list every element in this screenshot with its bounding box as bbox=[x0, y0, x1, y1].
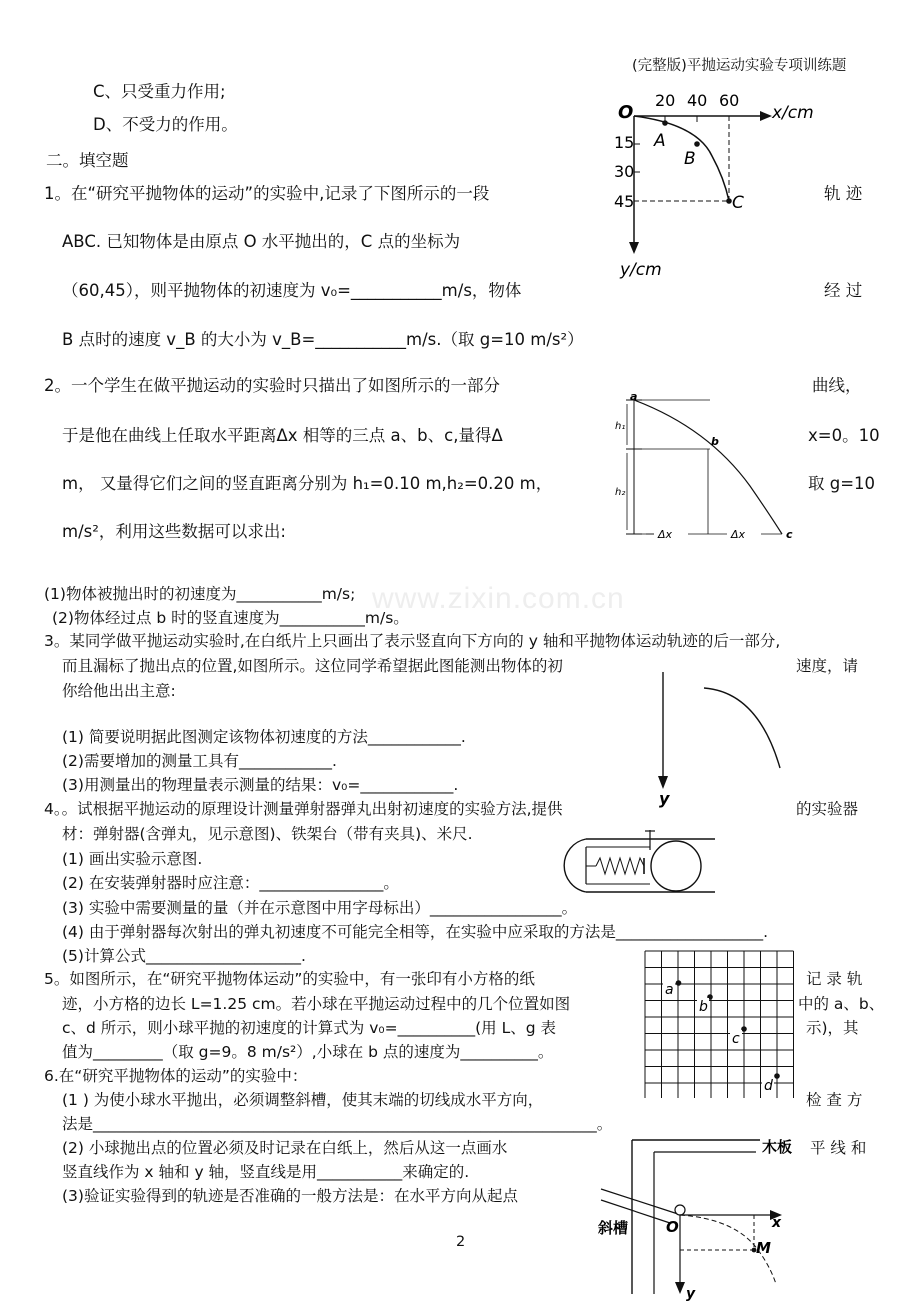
x-axis-label: x/cm bbox=[772, 103, 814, 123]
q6-answer-2-blank: 竖直线作为 x 轴和 y 轴，竖直线是用___________来确定的. bbox=[62, 1163, 470, 1181]
point-a-label: A bbox=[654, 131, 666, 151]
trajectory-figure-1 bbox=[612, 86, 818, 282]
y-axis-label: y bbox=[686, 1286, 696, 1302]
q4-line-1: 4。。试根据平抛运动的原理设计测量弹射器弹丸出射初速度的实验方法,提供 bbox=[44, 800, 563, 818]
q5-line-1-right: 记 录 轨 bbox=[806, 970, 863, 988]
trajectory-figure-2 bbox=[610, 392, 800, 546]
point-c-label: c bbox=[786, 528, 793, 541]
point-a bbox=[676, 980, 682, 986]
y-tick-30: 30 bbox=[614, 162, 635, 181]
point-d bbox=[774, 1073, 780, 1079]
y-tick-15: 15 bbox=[614, 133, 635, 152]
q6-answer-1-right: 检 查 方 bbox=[806, 1091, 863, 1109]
q5-line-2: 迹，小方格的边长 L=1.25 cm。若小球在平抛运动过程中的几个位置如图 bbox=[62, 995, 571, 1013]
board-label: 木板 bbox=[762, 1138, 793, 1156]
q1-line-3-right: 经 过 bbox=[824, 281, 863, 300]
q4-answer-5: (5)计算公式____________________. bbox=[62, 947, 306, 965]
page-header: (完整版)平抛运动实验专项训练题 bbox=[632, 58, 847, 74]
point-a bbox=[662, 120, 668, 126]
q2-line-3: m， 又量得它们之间的竖直距离分别为 h₁=0.10 m,h₂=0.20 m， bbox=[62, 474, 553, 493]
q2-line-4: m/s²，利用这些数据可以求出: bbox=[62, 522, 286, 541]
q1-line-1-right: 轨 迹 bbox=[824, 184, 863, 203]
q1-line-2: ABC. 已知物体是由原点 O 水平抛出的，C 点的坐标为 bbox=[62, 232, 461, 251]
point-b bbox=[694, 141, 700, 147]
chute-label: 斜槽 bbox=[598, 1219, 629, 1237]
point-m-label: M bbox=[756, 1239, 771, 1257]
q5-line-2-right: 中的 a、b、 bbox=[798, 995, 885, 1013]
launcher-figure bbox=[552, 830, 720, 896]
section-title: 二。填空题 bbox=[46, 151, 129, 170]
option-d: D、不受力的作用。 bbox=[93, 115, 238, 134]
dx-label-2: Δx bbox=[731, 528, 746, 541]
q2-line-3-right: 取 g=10 bbox=[808, 474, 876, 493]
q2-line-1: 2。一个学生在做平抛运动的实验时只描出了如图所示的一部分 bbox=[44, 376, 500, 395]
q2-line-2-right: x=0。10 bbox=[808, 426, 880, 445]
q3-line-2: 而且漏标了抛出点的位置,如图所示。这位同学希望据此图能测出物体的初 bbox=[62, 657, 563, 675]
point-a-label: a bbox=[665, 982, 674, 998]
option-c: C、只受重力作用; bbox=[93, 82, 226, 101]
q4-answer-1: (1) 画出实验示意图. bbox=[62, 850, 203, 868]
q2-answer-2: (2)物体经过点 b 时的竖直速度为___________m/s。 bbox=[52, 609, 409, 627]
x-axis-label: x bbox=[772, 1215, 782, 1231]
q5-line-1: 5。如图所示，在“研究平抛物体运动”的实验中，有一张印有小方格的纸 bbox=[44, 970, 535, 988]
x-tick-20: 20 bbox=[655, 91, 676, 110]
q4-answer-3: (3) 实验中需要测量的量（并在示意图中用字母标出）_________________。 bbox=[62, 899, 578, 917]
watermark: www.zixin.com.cn bbox=[372, 582, 625, 615]
y-tick-45: 45 bbox=[614, 192, 635, 211]
point-c bbox=[726, 198, 732, 204]
h2-label: h₂ bbox=[615, 487, 626, 498]
point-a-label: a bbox=[630, 392, 638, 403]
q6-answer-2-right: 平 线 和 bbox=[810, 1139, 867, 1157]
point-b-label: b bbox=[711, 435, 719, 448]
pellet bbox=[651, 841, 701, 891]
q4-answer-2: (2) 在安装弹射器时应注意：________________。 bbox=[62, 874, 399, 892]
q6-answer-3: (3)验证实验得到的轨迹是否准确的一般方法是：在水平方向从起点 bbox=[62, 1187, 518, 1205]
point-d-label: d bbox=[764, 1078, 773, 1094]
dx-label-1: Δx bbox=[658, 528, 673, 541]
point-b-label: B bbox=[684, 149, 696, 169]
q6-answer-2: (2) 小球抛出点的位置必须及时记录在白纸上，然后从这一点画水 bbox=[62, 1139, 508, 1157]
q5-line-3-right: 示)，其 bbox=[806, 1019, 859, 1037]
point-c-label: C bbox=[732, 193, 744, 213]
point-b-label: b bbox=[699, 999, 708, 1015]
y-axis-label: y bbox=[659, 789, 670, 808]
y-axis-label: y/cm bbox=[620, 260, 662, 280]
x-tick-40: 40 bbox=[687, 91, 708, 110]
q4-line-2: 材：弹射器(含弹丸，见示意图)、铁架台（带有夹具)、米尺. bbox=[62, 825, 473, 843]
q1-line-1: 1。在“研究平抛物体的运动”的实验中,记录了下图所示的一段 bbox=[44, 184, 490, 203]
q2-answer-1: (1)物体被抛出时的初速度为___________m/s; bbox=[44, 585, 356, 603]
q1-line-3: （60,45），则平抛物体的初速度为 v₀=___________m/s，物体 bbox=[62, 281, 522, 300]
origin-label: O bbox=[666, 1218, 679, 1236]
q3-answer-2: (2)需要增加的测量工具有____________. bbox=[62, 752, 337, 770]
q6-line-1: 6.在“研究平抛物体的运动”的实验中： bbox=[44, 1067, 308, 1085]
x-tick-60: 60 bbox=[719, 91, 740, 110]
q3-line-2-right: 速度，请 bbox=[796, 657, 859, 675]
q2-line-1-right: 曲线， bbox=[812, 376, 862, 395]
q4-line-1-right: 的实验器 bbox=[796, 800, 859, 818]
point-c-label: c bbox=[732, 1031, 740, 1047]
page-number: 2 bbox=[456, 1234, 466, 1250]
apparatus-figure bbox=[596, 1134, 806, 1302]
q6-answer-1-blank: 法是_________________________________________________________________。 bbox=[62, 1115, 613, 1133]
q3-line-1: 3。某同学做平抛运动实验时,在白纸片上只画出了表示竖直向下方向的 y 轴和平抛物体运动轨迹的后一部分, bbox=[44, 632, 781, 650]
q1-line-4: B 点时的速度 v_B 的大小为 v_B=___________m/s.（取 g=10 m/s²） bbox=[62, 330, 584, 349]
q3-answer-1: (1) 简要说明据此图测定该物体初速度的方法____________. bbox=[62, 728, 466, 746]
grid-figure bbox=[640, 948, 800, 1098]
q2-line-2: 于是他在曲线上任取水平距离Δx 相等的三点 a、b、c,量得Δ bbox=[62, 426, 503, 445]
q5-line-3: c、d 所示，则小球平抛的初速度的计算式为 v₀=__________(用 L、g 表 bbox=[62, 1019, 556, 1037]
q4-answer-4: (4) 由于弹射器每次射出的弹丸初速度不可能完全相等，在实验中应采取的方法是___________________. bbox=[62, 923, 769, 941]
origin-label: O bbox=[618, 102, 634, 123]
ball bbox=[675, 1205, 685, 1215]
q3-answer-3: (3)用测量出的物理量表示测量的结果：v₀=____________. bbox=[62, 776, 459, 794]
q6-answer-1: (1 ) 为使小球水平抛出，必须调整斜槽，使其末端的切线成水平方向， bbox=[62, 1091, 544, 1109]
q3-line-3: 你给他出出主意: bbox=[62, 682, 176, 700]
h1-label: h₁ bbox=[615, 421, 626, 432]
q5-line-4: 值为_________（取 g=9。8 m/s²）,小球在 b 点的速度为__________。 bbox=[62, 1043, 554, 1061]
trajectory-figure-3 bbox=[646, 670, 796, 810]
point-c bbox=[741, 1026, 747, 1032]
